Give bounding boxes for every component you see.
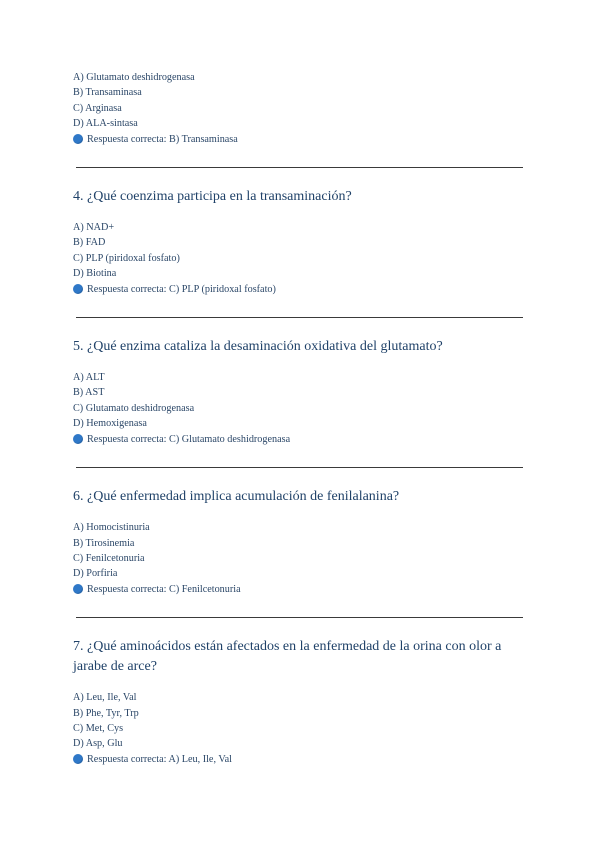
option-b: B) FAD (73, 237, 106, 249)
divider (76, 617, 523, 618)
option-d: D) Hemoxigenasa (73, 418, 147, 430)
correct-answer (73, 752, 523, 767)
correct-answer-text: Respuesta correcta: C) PLP (piridoxal fosfato) (87, 283, 276, 295)
correct-answer-text: Respuesta correcta: B) Transaminasa (87, 133, 238, 145)
blue-circle-icon (73, 754, 83, 764)
option-d: D) Porfiria (73, 568, 118, 580)
option-a: A) Homocistinuria (73, 522, 150, 534)
question-title: 5. ¿Qué enzima cataliza la desaminación oxidativa del glutamato? (73, 339, 443, 355)
option-a: A) Leu, Ile, Val (73, 692, 137, 704)
option-c: C) Glutamato deshidrogenasa (73, 402, 195, 414)
blue-circle-icon (73, 434, 83, 444)
option-a: A) ALT (73, 372, 105, 384)
question-5 (73, 337, 523, 447)
option-c: C) Met, Cys (73, 722, 124, 734)
blue-circle-icon (73, 284, 83, 294)
correct-answer-text: Respuesta correcta: C) Glutamato deshidrogenasa (87, 433, 291, 445)
option-b: B) Transaminasa (73, 87, 142, 99)
option-a: A) Glutamato deshidrogenasa (73, 72, 195, 83)
question-title: 7. ¿Qué aminoácidos están afectados en la enfermedad de la orina con olor a jarabe de arce? (73, 639, 502, 675)
option-a: A) NAD+ (73, 222, 115, 234)
question-title: 6. ¿Qué enfermedad implica acumulación de fenilalanina? (73, 489, 400, 505)
divider (76, 167, 523, 168)
option-c: C) Arginasa (73, 102, 122, 114)
option-d: D) ALA-sintasa (73, 118, 138, 130)
option-d: D) Asp, Glu (73, 738, 123, 750)
question-4 (73, 187, 523, 297)
correct-answer (73, 432, 523, 447)
correct-answer (73, 132, 523, 147)
option-d: D) Biotina (73, 268, 117, 280)
correct-answer-text: Respuesta correcta: C) Fenilcetonuria (87, 583, 241, 595)
correct-answer (73, 582, 523, 597)
divider (76, 467, 523, 468)
blue-circle-icon (73, 134, 83, 144)
option-c: C) Fenilcetonuria (73, 552, 145, 564)
question-7 (73, 637, 523, 767)
divider (76, 317, 523, 318)
correct-answer (73, 282, 523, 297)
question-3-continuation (73, 70, 523, 147)
document-page (73, 70, 523, 767)
option-b: B) AST (73, 387, 105, 399)
question-6 (73, 487, 523, 597)
correct-answer-text: Respuesta correcta: A) Leu, Ile, Val (87, 753, 232, 765)
option-c: C) PLP (piridoxal fosfato) (73, 252, 180, 264)
option-b: B) Phe, Tyr, Trp (73, 707, 139, 719)
question-title: 4. ¿Qué coenzima participa en la transaminación? (73, 189, 352, 205)
blue-circle-icon (73, 584, 83, 594)
option-b: B) Tirosinemia (73, 537, 135, 549)
